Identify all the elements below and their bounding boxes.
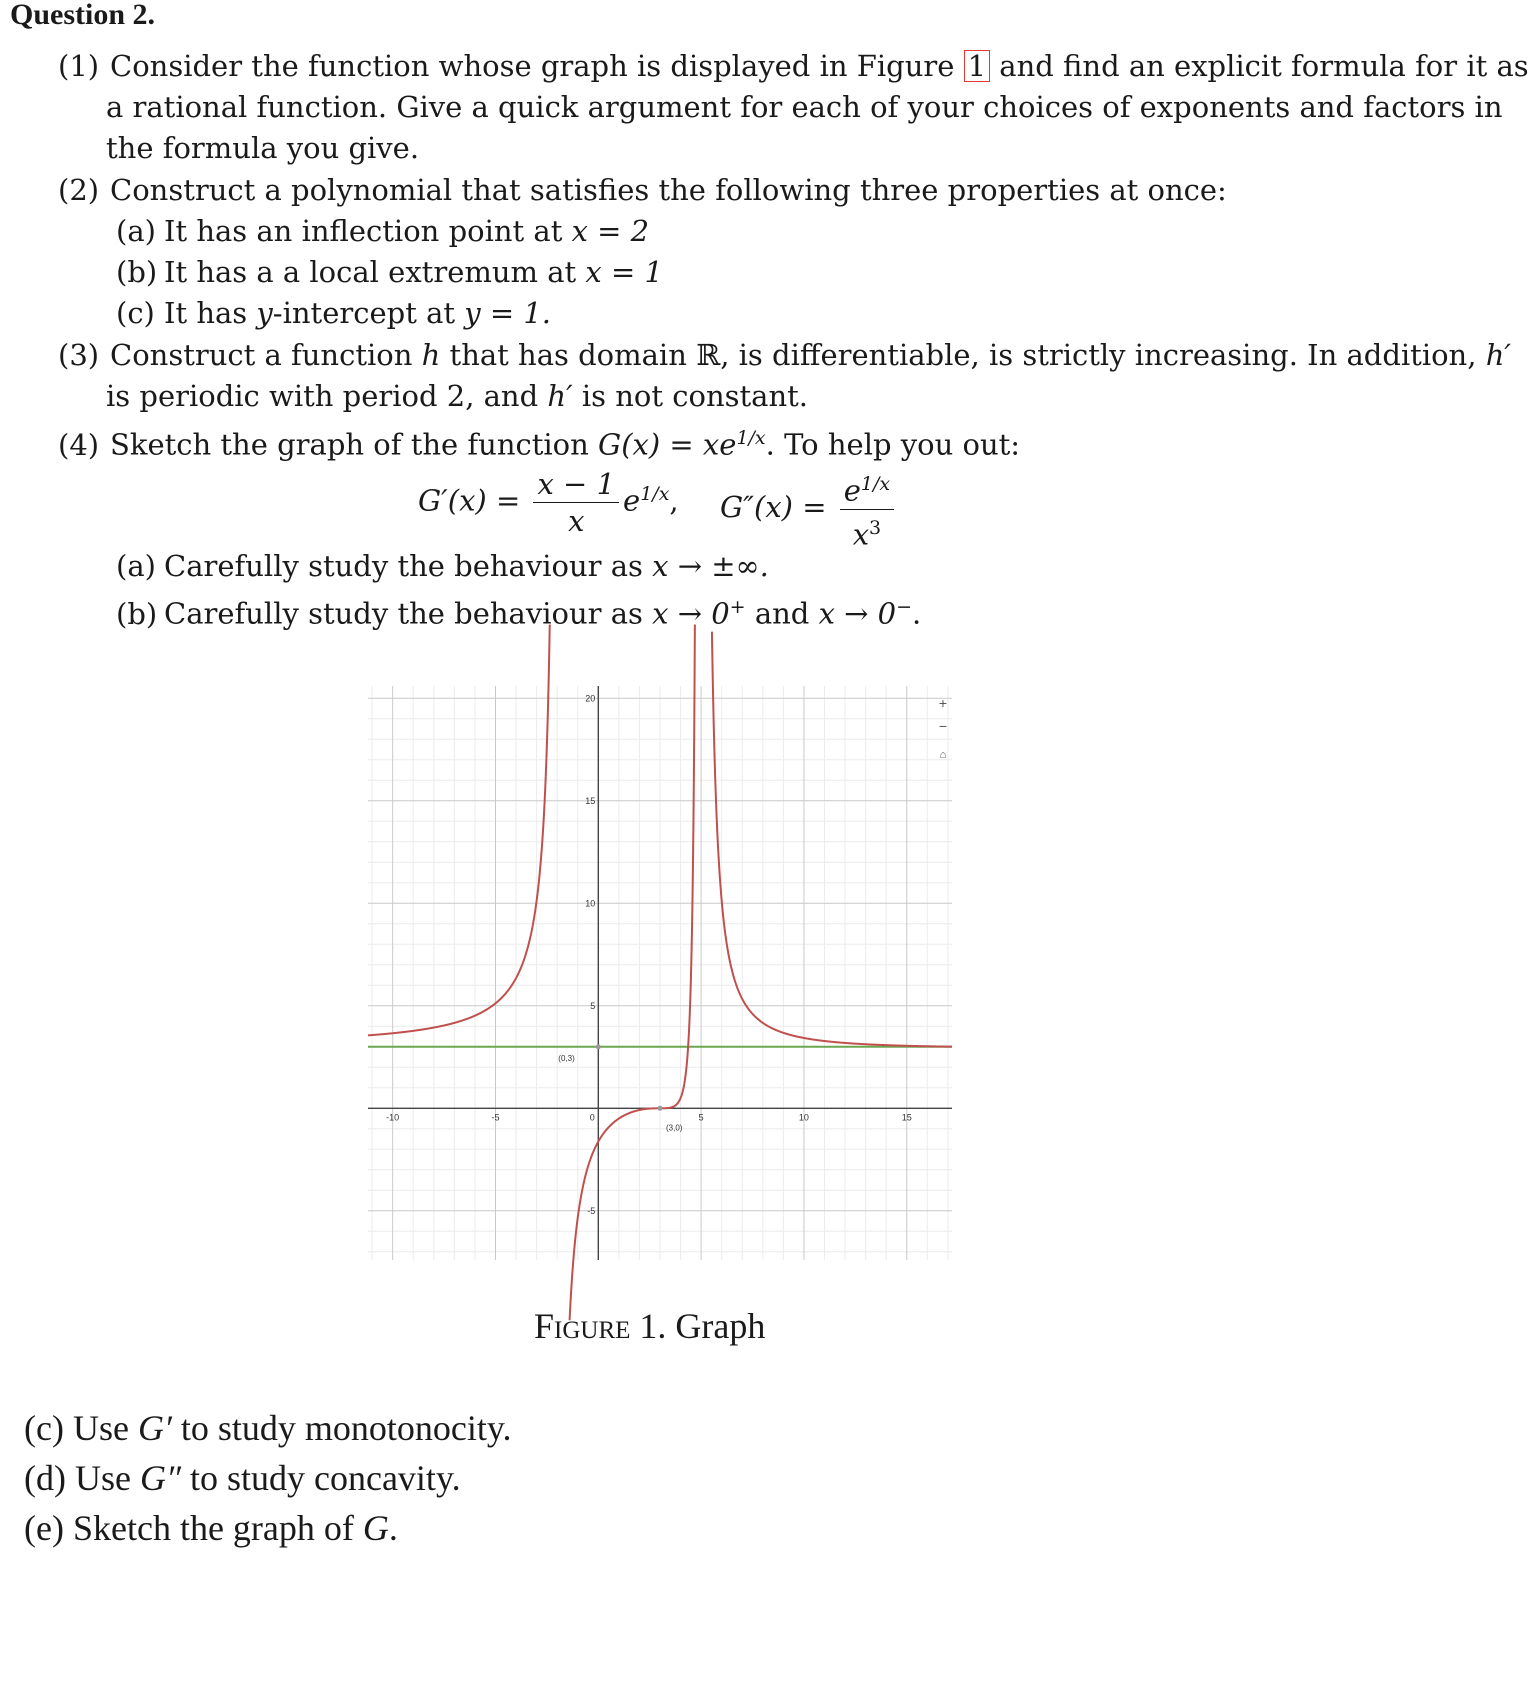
x-tick-label: -10 [386,1112,400,1123]
q2-c-text2: -intercept at [272,296,456,330]
gprime-comma: , [669,483,679,518]
gprime-fraction [533,466,619,539]
q4-e-var: G [362,1508,389,1548]
q4-line [58,416,1020,467]
x-tick-label: 15 [901,1112,912,1123]
q2-item-a [116,209,649,253]
q4-b-and: and [754,596,810,631]
q3-text-a: Construct a function [110,338,413,372]
data-point [658,1106,663,1111]
q2-number: (2) [58,173,100,207]
gprime-equation [418,466,679,539]
q4-b-sup2: − [896,596,913,618]
g2-den-base: x [852,517,870,552]
y-tick-label: 5 [590,1000,596,1011]
gprime-exponent: 1/x [640,482,670,505]
q2-a-eq: x = 2 [571,214,650,248]
q2-c-eq: y = 1. [464,296,552,330]
q4-a-text: Carefully study the behaviour as [164,549,643,583]
q4-b-sup1: + [729,596,746,618]
q2-b-number: (b) [116,255,158,289]
g2-numerator [840,466,894,510]
data-point-label: (3,0) [666,1123,683,1133]
q4-b-end: . [912,596,922,631]
q4-e-text2: . [388,1508,398,1548]
q4-e-number: (e) [24,1508,64,1548]
x-tick-label: 5 [698,1112,704,1123]
x-tick-label: -5 [491,1112,500,1123]
q3-hprime-b: h′ [547,379,573,413]
zoom-out-button[interactable]: − [938,718,948,734]
g2-num-base: e [843,473,861,508]
q4-e-text1: Sketch the graph of [72,1508,354,1548]
gprime-exp-base: e [623,483,641,518]
question-heading: Question 2. [10,0,156,31]
q4-a-number: (a) [116,549,156,583]
y-tick-label: 20 [585,693,596,704]
figure-caption [534,1305,765,1347]
q4-item-b [116,585,921,636]
y-tick-label: 15 [585,795,596,806]
q2-c-var: y [256,296,273,330]
q4-item-e [24,1501,398,1555]
q4-a-eq: x → ±∞. [652,549,769,583]
q1-line1 [58,44,1529,88]
q3-text-c: is periodic with period 2, and [106,379,539,413]
q4-c-text2: to study monotonocity. [180,1408,512,1448]
q4-b-eq2: x → 0 [818,596,897,631]
x-tick-label: 10 [798,1112,809,1123]
y-tick-label: 10 [585,898,596,909]
data-point [596,1044,601,1049]
g2-num-exp: 1/x [860,473,891,495]
q3-h: h [421,338,441,372]
q4-item-a [116,544,769,588]
g2-equation [720,466,898,552]
q2-item-b [116,250,663,294]
q4-b-eq1: x → 0 [652,596,730,631]
q4-d-text2: to study concavity. [189,1458,461,1498]
q1-line2: a rational function. Give a quick argument for each of your choices of exponents and factors in [106,90,1503,124]
q4-func-exp: 1/x [736,427,766,449]
q4-d-number: (d) [24,1458,66,1498]
q4-text-a: Sketch the graph of the function [110,427,589,462]
q2-c-text1: It has [164,296,248,330]
q3-text-d: is not constant. [581,379,809,413]
q4-item-d [24,1451,461,1505]
q2-a-number: (a) [116,214,156,248]
q4-b-text: Carefully study the behaviour as [164,596,643,631]
home-icon[interactable]: ⌂ [939,749,947,761]
q4-text-b: . To help you out: [765,427,1021,462]
q1-number: (1) [58,49,100,83]
g2-fraction [840,466,894,552]
q4-c-var: G′ [137,1408,172,1448]
q4-d-text1: Use [74,1458,131,1498]
q2-line [58,168,1227,212]
q3-line2 [106,374,808,418]
zoom-controls [939,695,947,761]
q3-number: (3) [58,338,100,372]
q2-b-text: It has a a local extremum at [164,255,577,289]
q4-func: G(x) = xe [598,427,737,462]
figure-graph [368,686,952,1260]
figure-reference-link[interactable]: 1 [964,50,990,82]
q2-a-text: It has an inflection point at [164,214,563,248]
g2-lhs: G″(x) = [720,490,827,525]
g2-den-exp: 3 [869,516,882,539]
gprime-numerator: x − 1 [533,466,619,503]
q4-b-number: (b) [116,596,158,631]
q4-c-text1: Use [72,1408,129,1448]
y-tick-label: -5 [587,1205,596,1216]
q4-d-var: G″ [139,1458,181,1498]
gprime-denominator: x [568,504,585,538]
data-point-label: (0,3) [558,1053,575,1063]
q3-line1 [58,333,1511,377]
g2-denominator [840,510,894,553]
q1-text-b: and find an explicit formula for it as [999,49,1529,83]
caption-text: Graph [675,1306,766,1346]
q1-text-a: Consider the function whose graph is displayed in Figure [110,49,955,83]
caption-label: Figure 1. [534,1306,667,1346]
q3-hprime-a: h′ [1485,338,1511,372]
q2-text: Construct a polynomial that satisfies the following three properties at once: [110,173,1227,207]
q1-line3: the formula you give. [106,131,420,165]
q2-c-number: (c) [116,296,155,330]
gprime-lhs: G′(x) = [418,483,521,518]
q4-c-number: (c) [24,1408,64,1448]
q3-text-b: that has domain ℝ, is differentiable, is strictly increasing. In addition, [449,338,1477,372]
q2-item-c [116,291,551,335]
x-tick-label: 0 [589,1112,595,1123]
q4-item-c [24,1401,512,1455]
q4-number: (4) [58,427,100,462]
zoom-in-button[interactable]: + [938,695,948,711]
q2-b-eq: x = 1 [585,255,663,289]
